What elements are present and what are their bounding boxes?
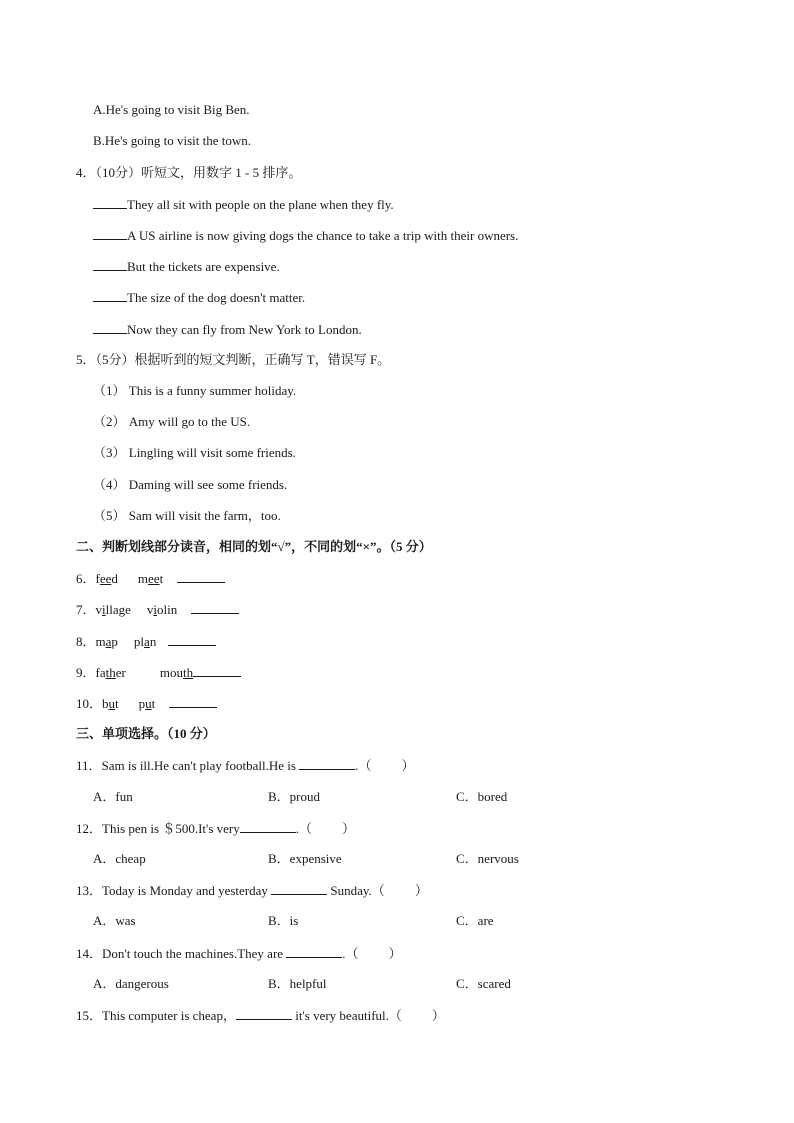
mcq-question: 15．This computer is cheap， it's very beautiful.（ ） [76, 1008, 445, 1023]
answer-blank[interactable] [93, 196, 127, 209]
q4-item: Now they can fly from New York to London. [93, 321, 362, 338]
option-c[interactable]: C．scared [456, 976, 511, 991]
mcq-question: 12．This pen is ＄500.It's very .（ ） [76, 821, 356, 836]
option-c[interactable]: C．bored [456, 789, 508, 804]
option-c[interactable]: C．are [456, 913, 494, 928]
option-b[interactable]: B．helpful [268, 976, 327, 991]
q5-item: （4） Daming will see some friends. [93, 477, 288, 492]
answer-blank[interactable] [236, 1007, 292, 1020]
answer-blank[interactable] [93, 227, 127, 240]
answer-blank[interactable] [299, 757, 355, 770]
answer-blank[interactable] [240, 820, 296, 833]
option-b[interactable]: B．expensive [268, 851, 342, 866]
pronunciation-item: 6．feed meet [76, 570, 225, 587]
answer-blank[interactable] [286, 945, 342, 958]
answer-blank[interactable] [177, 570, 225, 583]
option-a[interactable]: A．fun [93, 789, 133, 804]
option-b[interactable]: B．is [268, 913, 299, 928]
q5-item: （3） Lingling will visit some friends. [93, 445, 296, 460]
q5-item: （1） This is a funny summer holiday. [93, 383, 297, 398]
q4-item: The size of the dog doesn't matter. [93, 289, 305, 306]
pronunciation-item: 9．father mouth [76, 664, 241, 681]
mcq-question: 11．Sam is ill.He can't play football.He is .（ ） [76, 758, 415, 773]
option-a[interactable]: A．cheap [93, 851, 146, 866]
prev-option-a: A.He's going to visit Big Ben. [93, 102, 250, 117]
q4-title: 4．（10分）听短文，用数字 1 - 5 排序。 [76, 165, 302, 180]
q5-item: （5） Sam will visit the farm，too. [93, 508, 281, 523]
mcq-question: 13．Today is Monday and yesterday Sunday.（ ） [76, 883, 428, 898]
section3-title: 三、单项选择。（10 分） [76, 726, 216, 741]
answer-blank[interactable] [168, 633, 216, 646]
q4-item: But the tickets are expensive. [93, 258, 280, 275]
prev-option-b: B.He's going to visit the town. [93, 133, 251, 148]
pronunciation-item: 10．but put [76, 695, 217, 712]
section2-title: 二、判断划线部分读音，相同的划“√”，不同的划“×”。（5 分） [76, 539, 432, 554]
pronunciation-item: 7．village violin [76, 601, 239, 618]
q5-title: 5．（5分）根据听到的短文判断，正确写 T，错误写 F。 [76, 352, 391, 367]
pronunciation-item: 8．map plan [76, 633, 216, 650]
option-c[interactable]: C．nervous [456, 851, 519, 866]
answer-blank[interactable] [93, 258, 127, 271]
answer-blank[interactable] [93, 321, 127, 334]
answer-blank[interactable] [193, 664, 241, 677]
mcq-question: 14．Don't touch the machines.They are .（ ） [76, 946, 402, 961]
q4-item: A US airline is now giving dogs the chance to take a trip with their owners. [93, 227, 518, 244]
answer-blank[interactable] [191, 601, 239, 614]
answer-blank[interactable] [93, 289, 127, 302]
option-b[interactable]: B．proud [268, 789, 321, 804]
option-a[interactable]: A．dangerous [93, 976, 169, 991]
answer-blank[interactable] [271, 882, 327, 895]
q4-item: They all sit with people on the plane when they fly. [93, 196, 394, 213]
answer-blank[interactable] [169, 695, 217, 708]
option-a[interactable]: A．was [93, 913, 136, 928]
q5-item: （2） Amy will go to the US. [93, 414, 251, 429]
